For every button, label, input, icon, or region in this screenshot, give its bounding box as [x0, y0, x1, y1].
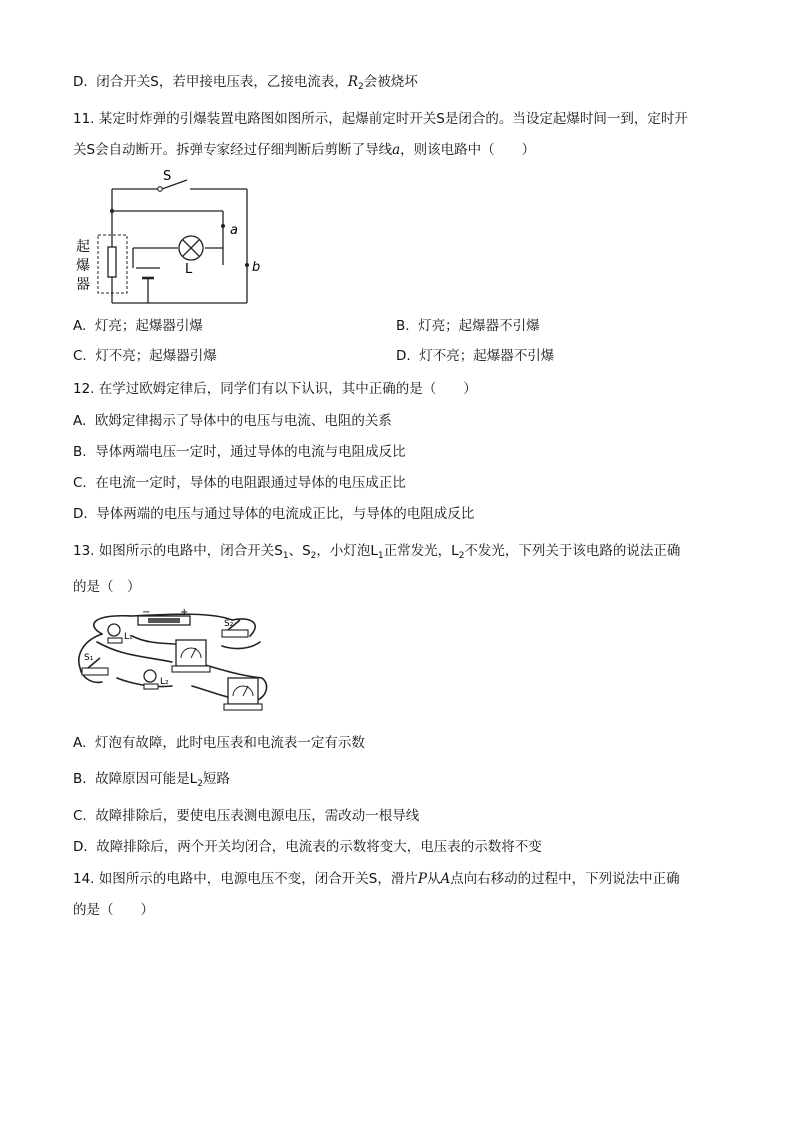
q12-option-a[interactable]: A. 欧姆定律揭示了导体中的电压与电流、电阻的关系: [73, 413, 392, 429]
q13-label-l2: L₂: [160, 677, 169, 687]
q11-label-lamp: L: [185, 262, 193, 277]
q11-option-d[interactable]: D. 灯不亮；起爆器不引爆: [396, 348, 555, 364]
q13-option-b[interactable]: B. 故障原因可能是$L_2$短路: [73, 771, 230, 789]
q11-stem-line2: 关S会自动断开。拆弹专家经过仔细判断后剪断了导线a，则该电路中（ ）: [73, 142, 536, 158]
q11-option-a[interactable]: A. 灯亮；起爆器引爆: [73, 318, 203, 334]
q11-label-b: b: [252, 260, 261, 275]
q12-stem: 12. 在学过欧姆定律后，同学们有以下认识，其中正确的是（ ）: [73, 381, 477, 397]
q13-battery-minus: −: [142, 607, 151, 618]
q13-stem-line2: 的是（ ）: [73, 579, 141, 595]
q11-label-detonator-1: 起: [76, 239, 90, 255]
q13-label-s1: S₁: [84, 653, 94, 663]
q11-label-detonator-3: 器: [76, 277, 90, 293]
q13-label-l1: L₁: [124, 632, 133, 642]
q13-battery-plus: +: [180, 607, 189, 618]
q14-stem-line1: 14. 如图所示的电路中，电源电压不变，闭合开关S，滑片P从A点向右移动的过程中，下列说法中正确: [73, 871, 680, 887]
q13-stem-line1: 13. 如图所示的电路中，闭合开关$S_1$、$S_2$，小灯泡$L_1$正常发光，$L_2$不发光，下列关于该电路的说法正确: [73, 543, 681, 561]
q10-option-d: D. 闭合开关S，若甲接电压表，乙接电流表，$R_2$会被烧坏: [73, 74, 418, 92]
q14-stem-line2: 的是（ ）: [73, 902, 154, 918]
q13-circuit-picture: [72, 606, 272, 714]
q11-circuit-diagram: [70, 165, 270, 310]
q12-option-c[interactable]: C. 在电流一定时，导体的电阻跟通过导体的电压成正比: [73, 475, 406, 491]
q11-option-b[interactable]: B. 灯亮；起爆器不引爆: [396, 318, 540, 334]
q12-option-b[interactable]: B. 导体两端电压一定时，通过导体的电流与电阻成反比: [73, 444, 406, 460]
q11-stem-line1: 11. 某定时炸弹的引爆装置电路图如图所示，起爆前定时开关S是闭合的。当设定起爆时间一到，定时开: [73, 111, 688, 127]
q13-label-s2: S₂: [224, 619, 234, 629]
q11-option-c[interactable]: C. 灯不亮；起爆器引爆: [73, 348, 217, 364]
q13-option-c[interactable]: C. 故障排除后，要使电压表测电源电压，需改动一根导线: [73, 808, 420, 824]
q11-label-detonator-2: 爆: [76, 258, 90, 274]
q13-option-a[interactable]: A. 灯泡有故障，此时电压表和电流表一定有示数: [73, 735, 365, 751]
q11-label-switch: S: [163, 169, 172, 184]
q13-option-d[interactable]: D. 故障排除后，两个开关均闭合，电流表的示数将变大，电压表的示数将不变: [73, 839, 542, 855]
q12-option-d[interactable]: D. 导体两端的电压与通过导体的电流成正比，与导体的电阻成反比: [73, 506, 475, 522]
q11-label-a: a: [230, 223, 238, 238]
